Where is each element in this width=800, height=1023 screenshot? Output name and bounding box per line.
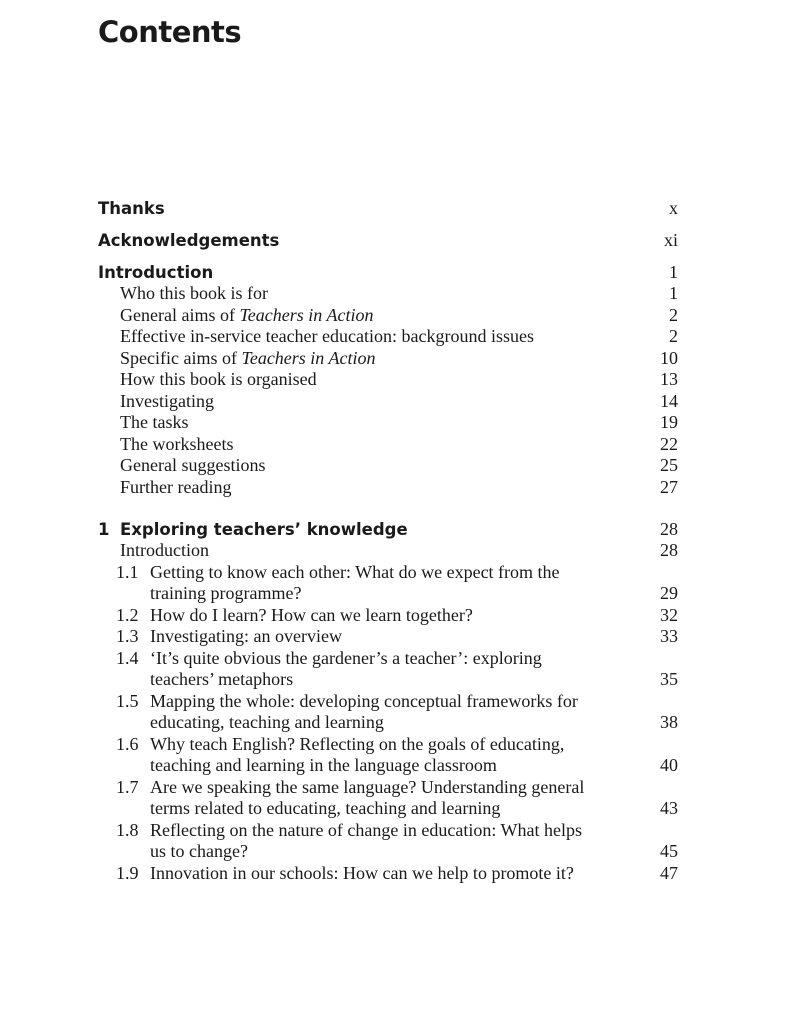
toc-subentry-label: Specific aims of Teachers in Action [120, 347, 376, 368]
toc-section: 1.2 How do I learn? How can we learn together? 32 [116, 604, 678, 625]
toc-page-number: 35 [660, 669, 678, 689]
toc-subentry [98, 434, 678, 456]
toc-subentry-label: The tasks [120, 412, 189, 432]
toc-subentry [98, 283, 678, 305]
toc-section: 1.5 Mapping the whole: developing conceptual frameworks for educating, teaching and learning 38 [116, 690, 678, 732]
table-of-contents [98, 197, 678, 884]
toc-page-number: 10 [660, 347, 678, 368]
chapter-number: 1 [98, 520, 110, 539]
toc-subentry [98, 455, 678, 477]
toc-entry-acknowledgements [98, 229, 678, 251]
toc-section: 1.3 Investigating: an overview 33 [116, 626, 678, 646]
section-number: 1.7 [116, 776, 139, 797]
toc-page-number: 33 [660, 626, 678, 646]
toc-page-number: 25 [660, 455, 678, 475]
section-number: 1.6 [116, 733, 139, 754]
toc-subentry-label: Who this book is for [120, 283, 268, 303]
toc-page-number: 28 [660, 519, 678, 539]
toc-heading-label: Introduction [98, 263, 214, 282]
toc-subentry [98, 369, 678, 391]
toc-subentry [98, 391, 678, 413]
toc-page-number: 47 [660, 862, 678, 883]
section-number: 1.8 [116, 819, 139, 840]
section-number: 1.5 [116, 690, 139, 711]
toc-page-number: 45 [660, 841, 678, 861]
toc-subentry-label: Effective in-service teacher education: background issues [120, 326, 534, 346]
toc-section: 1.6 Why teach English? Reflecting on the goals of educating, teaching and learning in the language classroom 40 [116, 733, 678, 775]
section-number: 1.1 [116, 561, 139, 582]
toc-subentry [98, 477, 678, 499]
toc-subentry-label: General aims of Teachers in Action [120, 304, 374, 325]
toc-page-number: 32 [660, 604, 678, 625]
toc-page-number: 14 [660, 390, 678, 411]
toc-page-number: 29 [660, 583, 678, 603]
toc-page-number: 1 [669, 262, 678, 282]
toc-section: 1.1 Getting to know each other: What do we expect from the training programme? 29 [116, 561, 678, 603]
toc-subentry-label: Investigating [120, 390, 214, 411]
toc-page-number: 38 [660, 712, 678, 732]
toc-section: 1.4 ‘It’s quite obvious the gardener’s a teacher’: exploring teachers’ metaphors 35 [116, 647, 678, 689]
toc-subentry-label: Further reading [120, 476, 232, 497]
toc-heading-label: Acknowledgements [98, 231, 280, 250]
toc-page-number: 2 [669, 304, 678, 325]
toc-page-number: x [669, 198, 678, 218]
toc-section: 1.7 Are we speaking the same language? Understanding general terms related to educating, teaching and learning 43 [116, 776, 678, 818]
toc-subentry-label: The worksheets [120, 433, 234, 454]
toc-entry-introduction [98, 261, 678, 283]
book-title-italic: Teachers in Action [239, 304, 374, 325]
toc-entry-thanks [98, 197, 678, 219]
toc-heading-label: 1 Exploring teachers’ knowledge [98, 520, 408, 539]
toc-page-number: 13 [660, 369, 678, 389]
page-title: Contents [98, 15, 242, 49]
toc-heading-label: Thanks [98, 199, 165, 218]
toc-subentry [98, 326, 678, 348]
toc-subentry [98, 412, 678, 434]
toc-subentry [98, 540, 678, 562]
toc-subentry-label: General suggestions [120, 455, 266, 475]
toc-entry-chapter-1 [98, 518, 678, 540]
book-title-italic: Teachers in Action [241, 347, 376, 368]
toc-subentry [98, 348, 678, 370]
toc-page-number: 27 [660, 476, 678, 497]
section-number: 1.9 [116, 862, 139, 883]
toc-subentry-label: Introduction [120, 540, 209, 560]
toc-subentry-label: How this book is organised [120, 369, 317, 389]
toc-subentry [98, 305, 678, 327]
toc-section: 1.8 Reflecting on the nature of change in education: What helps us to change? 45 [116, 819, 678, 861]
toc-section: 1.9 Innovation in our schools: How can we help to promote it? 47 [116, 862, 678, 883]
section-number: 1.2 [116, 604, 139, 625]
toc-page-number: 22 [660, 433, 678, 454]
toc-page-number: 43 [660, 798, 678, 818]
section-number: 1.4 [116, 647, 139, 668]
toc-page-number: xi [663, 230, 678, 250]
toc-page-number: 1 [669, 283, 678, 303]
toc-page-number: 40 [660, 755, 678, 775]
section-number: 1.3 [116, 626, 139, 646]
toc-page-number: 2 [669, 326, 678, 346]
toc-page-number: 19 [660, 412, 678, 432]
toc-page-number: 28 [660, 540, 678, 560]
